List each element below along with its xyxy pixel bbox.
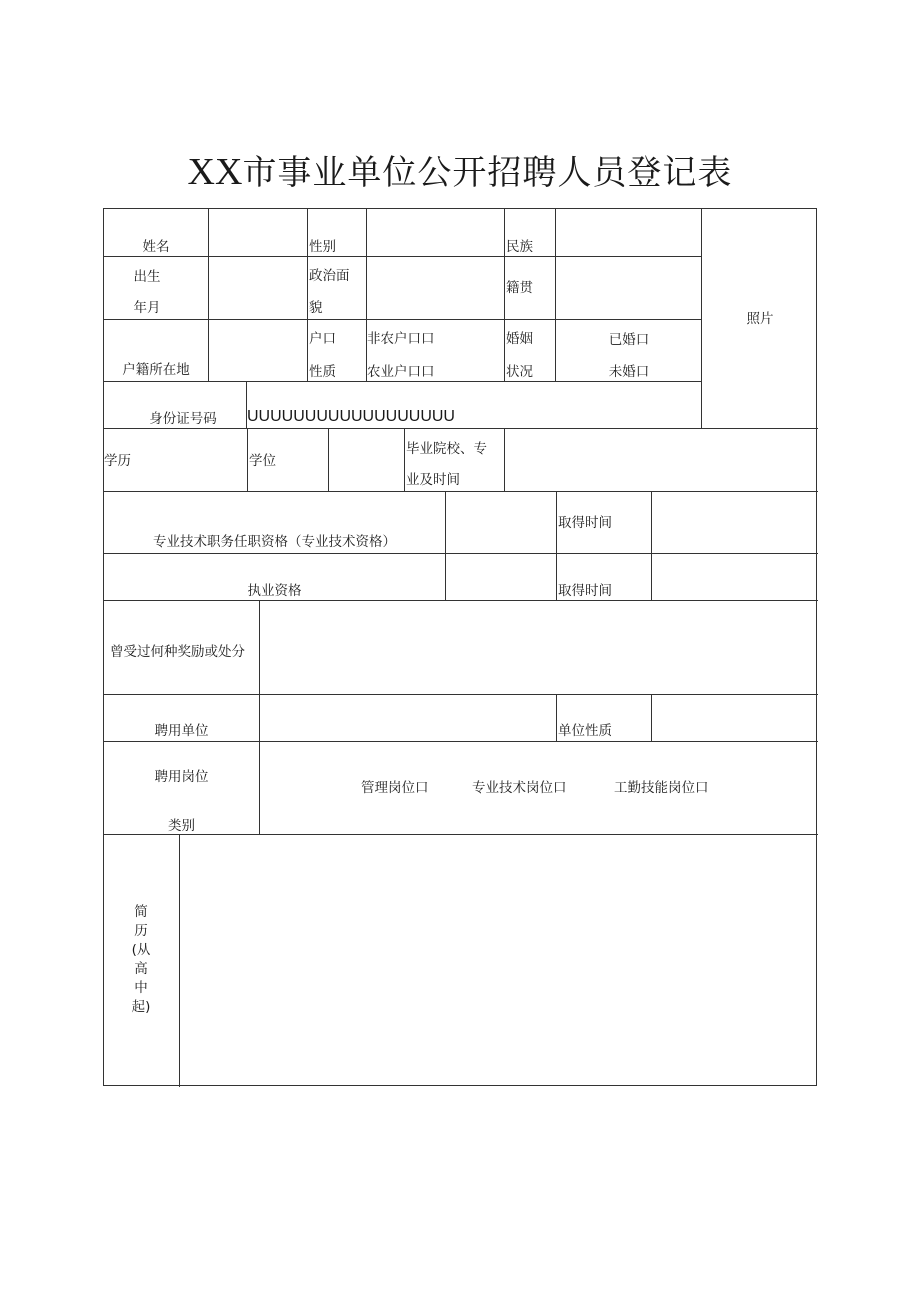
post-management-option[interactable]: 管理岗位口: [361, 780, 429, 796]
obtain-time-label-2: 取得时间: [558, 583, 612, 599]
household-location-label: 户籍所在地: [122, 362, 190, 378]
unit-nature-label: 单位性质: [558, 723, 612, 739]
tech-title-label: 专业技术职务任职资格（专业技术资格）: [153, 534, 396, 550]
post-worker-option[interactable]: 工勤技能岗位口: [614, 780, 709, 796]
gender-label: 性别: [309, 239, 336, 255]
post-label-line1: 聘用岗位: [154, 769, 209, 785]
school-input-cell[interactable]: [505, 429, 817, 490]
political-label-line1: 政治面: [309, 268, 350, 284]
hukou-agri-option[interactable]: 农业户口口: [367, 364, 435, 380]
school-label-line1: 毕业院校、专: [406, 441, 487, 457]
hukou-nonagri-option[interactable]: 非农户口口: [367, 331, 435, 347]
hukou-label-line1: 户口: [309, 331, 336, 347]
title-main: 市事业单位公开招聘人员登记表: [242, 153, 733, 193]
married-option[interactable]: 已婚口: [608, 332, 650, 348]
employer-input-cell[interactable]: [260, 695, 555, 740]
gender-input-cell[interactable]: [367, 210, 503, 255]
tech-title-input-cell[interactable]: [446, 492, 555, 552]
birth-input-cell[interactable]: [209, 257, 306, 318]
marital-label-line1: 婚姻: [506, 331, 533, 347]
resume-label: 简历(从高中起): [131, 904, 151, 1015]
post-technical-option[interactable]: 专业技术岗位口: [472, 780, 567, 796]
degree-input-cell[interactable]: [329, 429, 403, 490]
resume-input-cell[interactable]: [180, 835, 817, 1085]
obtain-time-input-1[interactable]: [652, 492, 817, 552]
ethnicity-input-cell[interactable]: [556, 210, 700, 255]
birth-label-line2: 年月: [133, 300, 161, 316]
household-input-cell[interactable]: [209, 320, 306, 380]
native-place-label: 籍贯: [506, 280, 533, 296]
native-place-input-cell[interactable]: [556, 257, 700, 318]
school-label-line2: 业及时间: [406, 472, 460, 488]
employer-label: 聘用单位: [154, 723, 209, 739]
title-prefix: XX: [187, 151, 243, 193]
unmarried-option[interactable]: 未婚口: [608, 364, 650, 380]
practice-qual-label: 执业资格: [247, 583, 302, 599]
id-number-label: 身份证号码: [149, 411, 217, 427]
name-input-cell[interactable]: [209, 210, 306, 255]
name-label: 姓名: [142, 239, 170, 255]
photo-label: 照片: [746, 311, 774, 327]
unit-nature-input-cell[interactable]: [652, 695, 817, 740]
political-input-cell[interactable]: [367, 257, 503, 318]
id-number-boxes[interactable]: UUUUUUUUUUUUUUUUUU: [247, 408, 455, 425]
political-label-line2: 貌: [309, 300, 323, 316]
obtain-time-label-1: 取得时间: [558, 515, 612, 531]
ethnicity-label: 民族: [506, 239, 533, 255]
awards-input-cell[interactable]: [260, 601, 817, 693]
education-label: 学历: [104, 453, 131, 469]
registration-form-table: [103, 208, 817, 1086]
birth-label-line1: 出生: [133, 269, 161, 285]
awards-label: 曾受过何种奖励或处分: [110, 644, 245, 660]
practice-qual-input-cell[interactable]: [446, 554, 555, 599]
hukou-label-line2: 性质: [309, 364, 336, 380]
form-title: [0, 150, 920, 195]
marital-label-line2: 状况: [506, 364, 533, 380]
obtain-time-input-2[interactable]: [652, 554, 817, 599]
degree-label: 学位: [249, 453, 276, 469]
post-label-line2: 类别: [168, 818, 195, 834]
